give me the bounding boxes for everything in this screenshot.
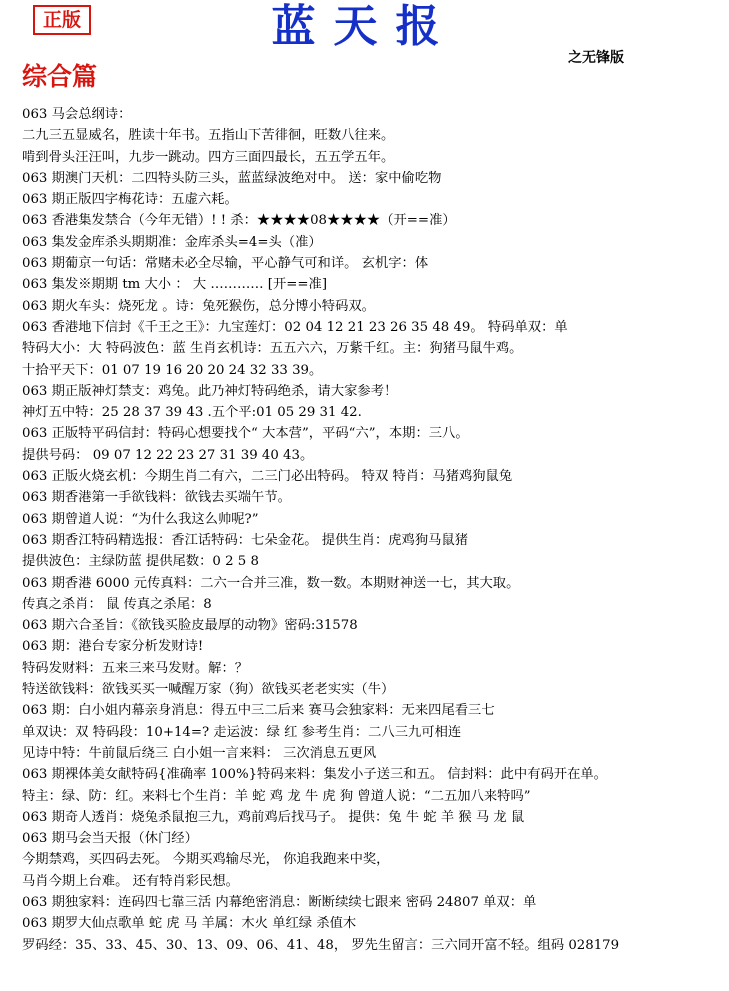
- text-line: 063 期正版四字梅花诗：五虚六耗。: [22, 192, 238, 208]
- text-line: 063 期火车头：烧死龙 。诗：兔死猴伤，总分博小特码双。: [22, 298, 375, 314]
- text-line: 063 期香江特码精选报：香江话特码：七朵金花。 提供生肖：虎鸡狗马鼠猪: [22, 532, 469, 548]
- text-line: 特码发财料：五来三来马发财。解：？: [22, 660, 249, 676]
- text-line: 啃到骨头汪汪叫，九步一跳动。四方三面四最长，五五学五年。: [22, 149, 395, 165]
- text-line: 063 香港地下信封《千王之王》：九宝莲灯：02 04 12 21 23 26 35 48 49。 特码单双：单: [22, 319, 568, 335]
- text-line: 063 正版特平码信封：特码心想要找个“ 大本营”，平码“六”，本期：三八。: [22, 426, 469, 442]
- text-line: 063 期：白小姐内幕亲身消息：得五中三二后来 赛马会独家料：无来四尾看三七: [22, 703, 495, 719]
- text-line: 传真之杀肖： 鼠 传真之杀尾：8: [22, 596, 212, 612]
- text-line: 马肖今期上台难。 还有特肖彩民想。: [22, 873, 239, 889]
- text-line: 特送欲钱料：欲钱买买一喊醒万家（狗）欲钱买老老实实（牛）: [22, 682, 395, 698]
- text-line: 063 期裸体美女献特码{准确率 100%}特码来料：集发小子送三和五。 信封料：此中有码开在单。: [22, 767, 607, 783]
- text-line: 063 期澳门天机：二四特头防三头，蓝蓝绿波绝对中。 送：家中偷吃物: [22, 170, 442, 186]
- content-lines: [22, 104, 722, 956]
- text-line: 特主：绿、防：红。来料七个生肖：羊 蛇 鸡 龙 牛 虎 狗 曾道人说：“二五加八来特吗”: [22, 788, 531, 804]
- text-line: 063 马会总纲诗：: [22, 107, 132, 122]
- text-line: 063 香港集发禁合（今年无错）! ! 杀：★★★★08★★★★（开==准）: [22, 213, 456, 229]
- text-line: 063 期香港 6000 元传真料：二六一合并三准，数一数。本期财神送一七，其大取。: [22, 575, 520, 591]
- text-line: 063 期六合圣旨：《欲钱买脸皮最厚的动物》密码:31578: [22, 618, 358, 634]
- text-line: 063 期：港台专家分析发财诗!: [22, 639, 204, 655]
- text-line: 十拾平天下：01 07 19 16 20 20 24 32 33 39。: [22, 362, 323, 378]
- text-line: 二九三五显威名，胜读十年书。五指山下苦徘徊，旺数八往来。: [22, 128, 395, 144]
- text-line: 见诗中特：牛前鼠后绕三 白小姐一言来料： 三次消息五更风: [22, 745, 377, 761]
- text-line: 罗码经：35、33、45、30、13、09、06、41、48， 罗先生留言：三六同开富不轻。组码 028179: [22, 937, 620, 953]
- edition-label: 之无锋版: [568, 50, 624, 66]
- text-line: 提供波色：主绿防蓝 提供尾数：0 2 5 8: [22, 554, 259, 570]
- authentic-badge: 正版: [33, 5, 91, 35]
- text-line: 063 期罗大仙点歌单 蛇 虎 马 羊属：木火 单红绿 杀值木: [22, 916, 357, 932]
- text-line: 特码大小：大 特码波色：蓝 生肖玄机诗：五五六六，万紫千红。主：狗猪马鼠牛鸡。: [22, 341, 523, 357]
- text-line: 单双诀：双 特码段：10+14=? 走运波：绿 红 参考生肖：二八三九可相连: [22, 724, 462, 740]
- text-line: 神灯五中特：25 28 37 39 43 .五个平:01 05 29 31 42.: [22, 405, 362, 421]
- text-line: 063 期正版神灯禁支：鸡兔。此乃神灯特码绝杀，请大家参考！: [22, 383, 398, 399]
- text-line: 063 正版火烧玄机：今期生肖二有六，二三门必出特码。 特双 特肖：马猪鸡狗鼠兔: [22, 469, 513, 485]
- text-line: 063 期马会当天报（休门经）: [22, 831, 198, 847]
- text-line: 063 期独家料：连码四七靠三活 内幕绝密消息：断断续续七跟来 密码 24807 单双：单: [22, 894, 537, 910]
- text-line: 063 期曾道人说：“为什么我这么帅呢?”: [22, 511, 259, 527]
- text-line: 063 集发金库杀头期期准：金库杀头=4=头（准）: [22, 234, 322, 250]
- text-line: 063 集发※期期 tm 大小 ： 大 ………… [开==准]: [22, 277, 328, 293]
- text-line: 今期禁鸡，买四码去死。 今期买鸡输尽光， 你追我跑来中奖，: [22, 852, 390, 868]
- section-heading: 综合篇: [22, 62, 98, 91]
- text-line: 063 期葡京一句话：常赌未必全尽输，平心静气可和详。 玄机字：体: [22, 256, 429, 272]
- text-line: 063 期香港第一手欲钱料：欲钱去买端午节。: [22, 490, 291, 506]
- newspaper-title: 蓝天报: [271, 1, 458, 52]
- text-line: 063 期奇人透肖：烧兔杀鼠抱三九，鸡前鸡后找马子。 提供：兔 牛 蛇 羊 猴 马 龙 鼠: [22, 809, 525, 825]
- text-line: 提供号码： 09 07 12 22 23 27 31 39 40 43。: [22, 447, 314, 463]
